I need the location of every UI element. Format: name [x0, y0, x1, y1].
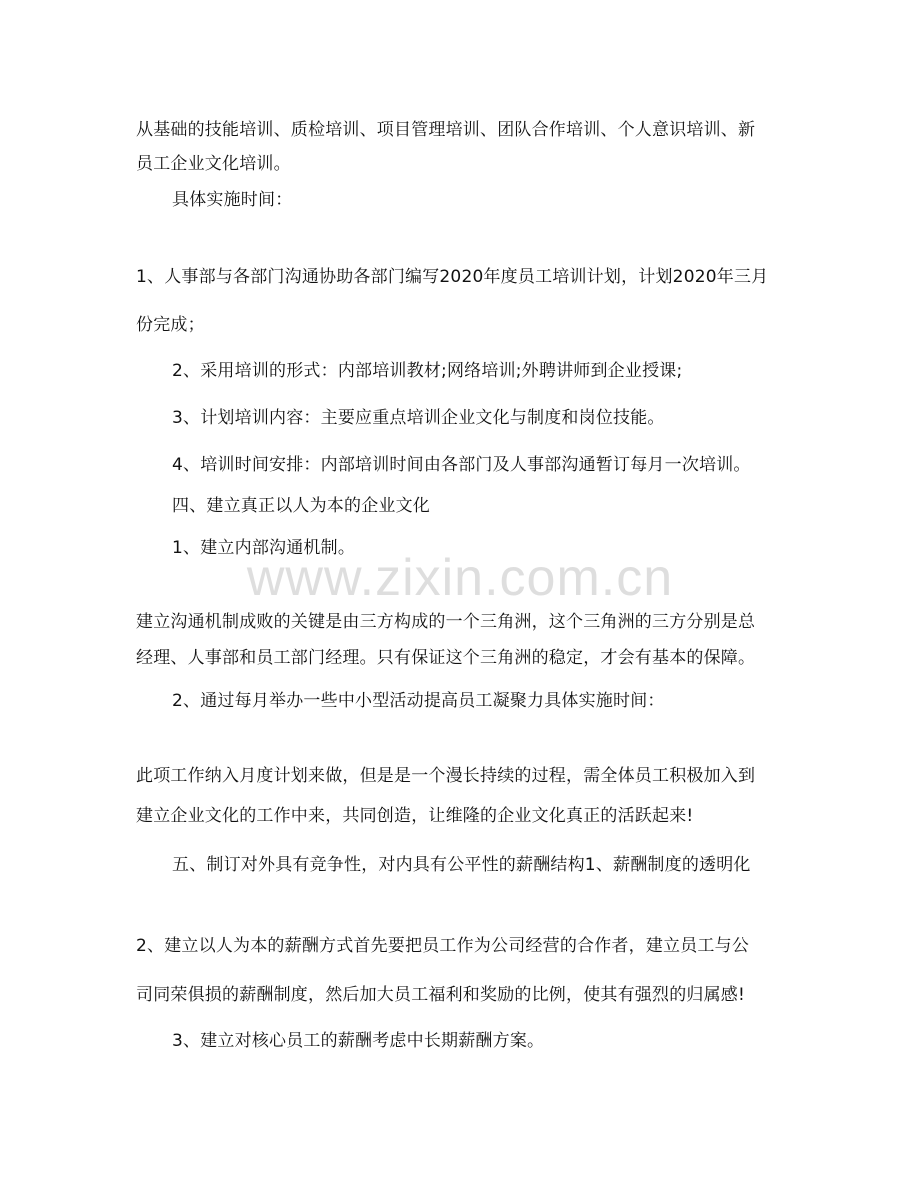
paragraph-line: 司同荣俱损的薪酬制度，然后加大员工福利和奖励的比例，使其有强烈的归属感!	[136, 985, 746, 1005]
watermark: www.zixin.com.cn	[246, 549, 674, 607]
section-heading: 五、制订对外具有竞争性，对内具有公平性的薪酬结构1、薪酬制度的透明化	[172, 855, 751, 875]
list-item: 1、建立内部沟通机制。	[172, 538, 356, 558]
list-item: 2、建立以人为本的薪酬方式首先要把员工作为公司经营的合作者，建立员工与公	[136, 936, 750, 956]
list-item: 4、培训时间安排：内部培训时间由各部门及人事部沟通暂订每月一次培训。	[172, 455, 751, 475]
list-item: 1、人事部与各部门沟通协助各部门编写2020年度员工培训计划，计划2020年三月	[136, 267, 769, 287]
paragraph-line: 建立企业文化的工作中来，共同创造，让维隆的企业文化真正的活跃起来!	[136, 806, 694, 826]
paragraph-line: 份完成；	[136, 315, 205, 335]
paragraph-line: 员工企业文化培训。	[136, 154, 291, 174]
list-item: 2、采用培训的形式：内部培训教材;网络培训;外聘讲师到企业授课;	[172, 361, 683, 381]
list-item: 3、建立对核心员工的薪酬考虑中长期薪酬方案。	[172, 1031, 545, 1051]
paragraph-line: 经理、人事部和员工部门经理。只有保证这个三角洲的稳定，才会有基本的保障。	[136, 648, 756, 668]
section-heading: 四、建立真正以人为本的企业文化	[172, 496, 430, 516]
paragraph-line: 此项工作纳入月度计划来做，但是是一个漫长持续的过程，需全体员工积极加入到	[136, 766, 756, 786]
list-item: 3、计划培训内容：主要应重点培训企业文化与制度和岗位技能。	[172, 408, 665, 428]
paragraph-line: 建立沟通机制成败的关键是由三方构成的一个三角洲，这个三角洲的三方分别是总	[136, 612, 756, 632]
section-label: 具体实施时间：	[172, 190, 293, 210]
paragraph-line: 从基础的技能培训、质检培训、项目管理培训、团队合作培训、个人意识培训、新	[136, 120, 756, 140]
list-item: 2、通过每月举办一些中小型活动提高员工凝聚力具体实施时间：	[172, 691, 665, 711]
